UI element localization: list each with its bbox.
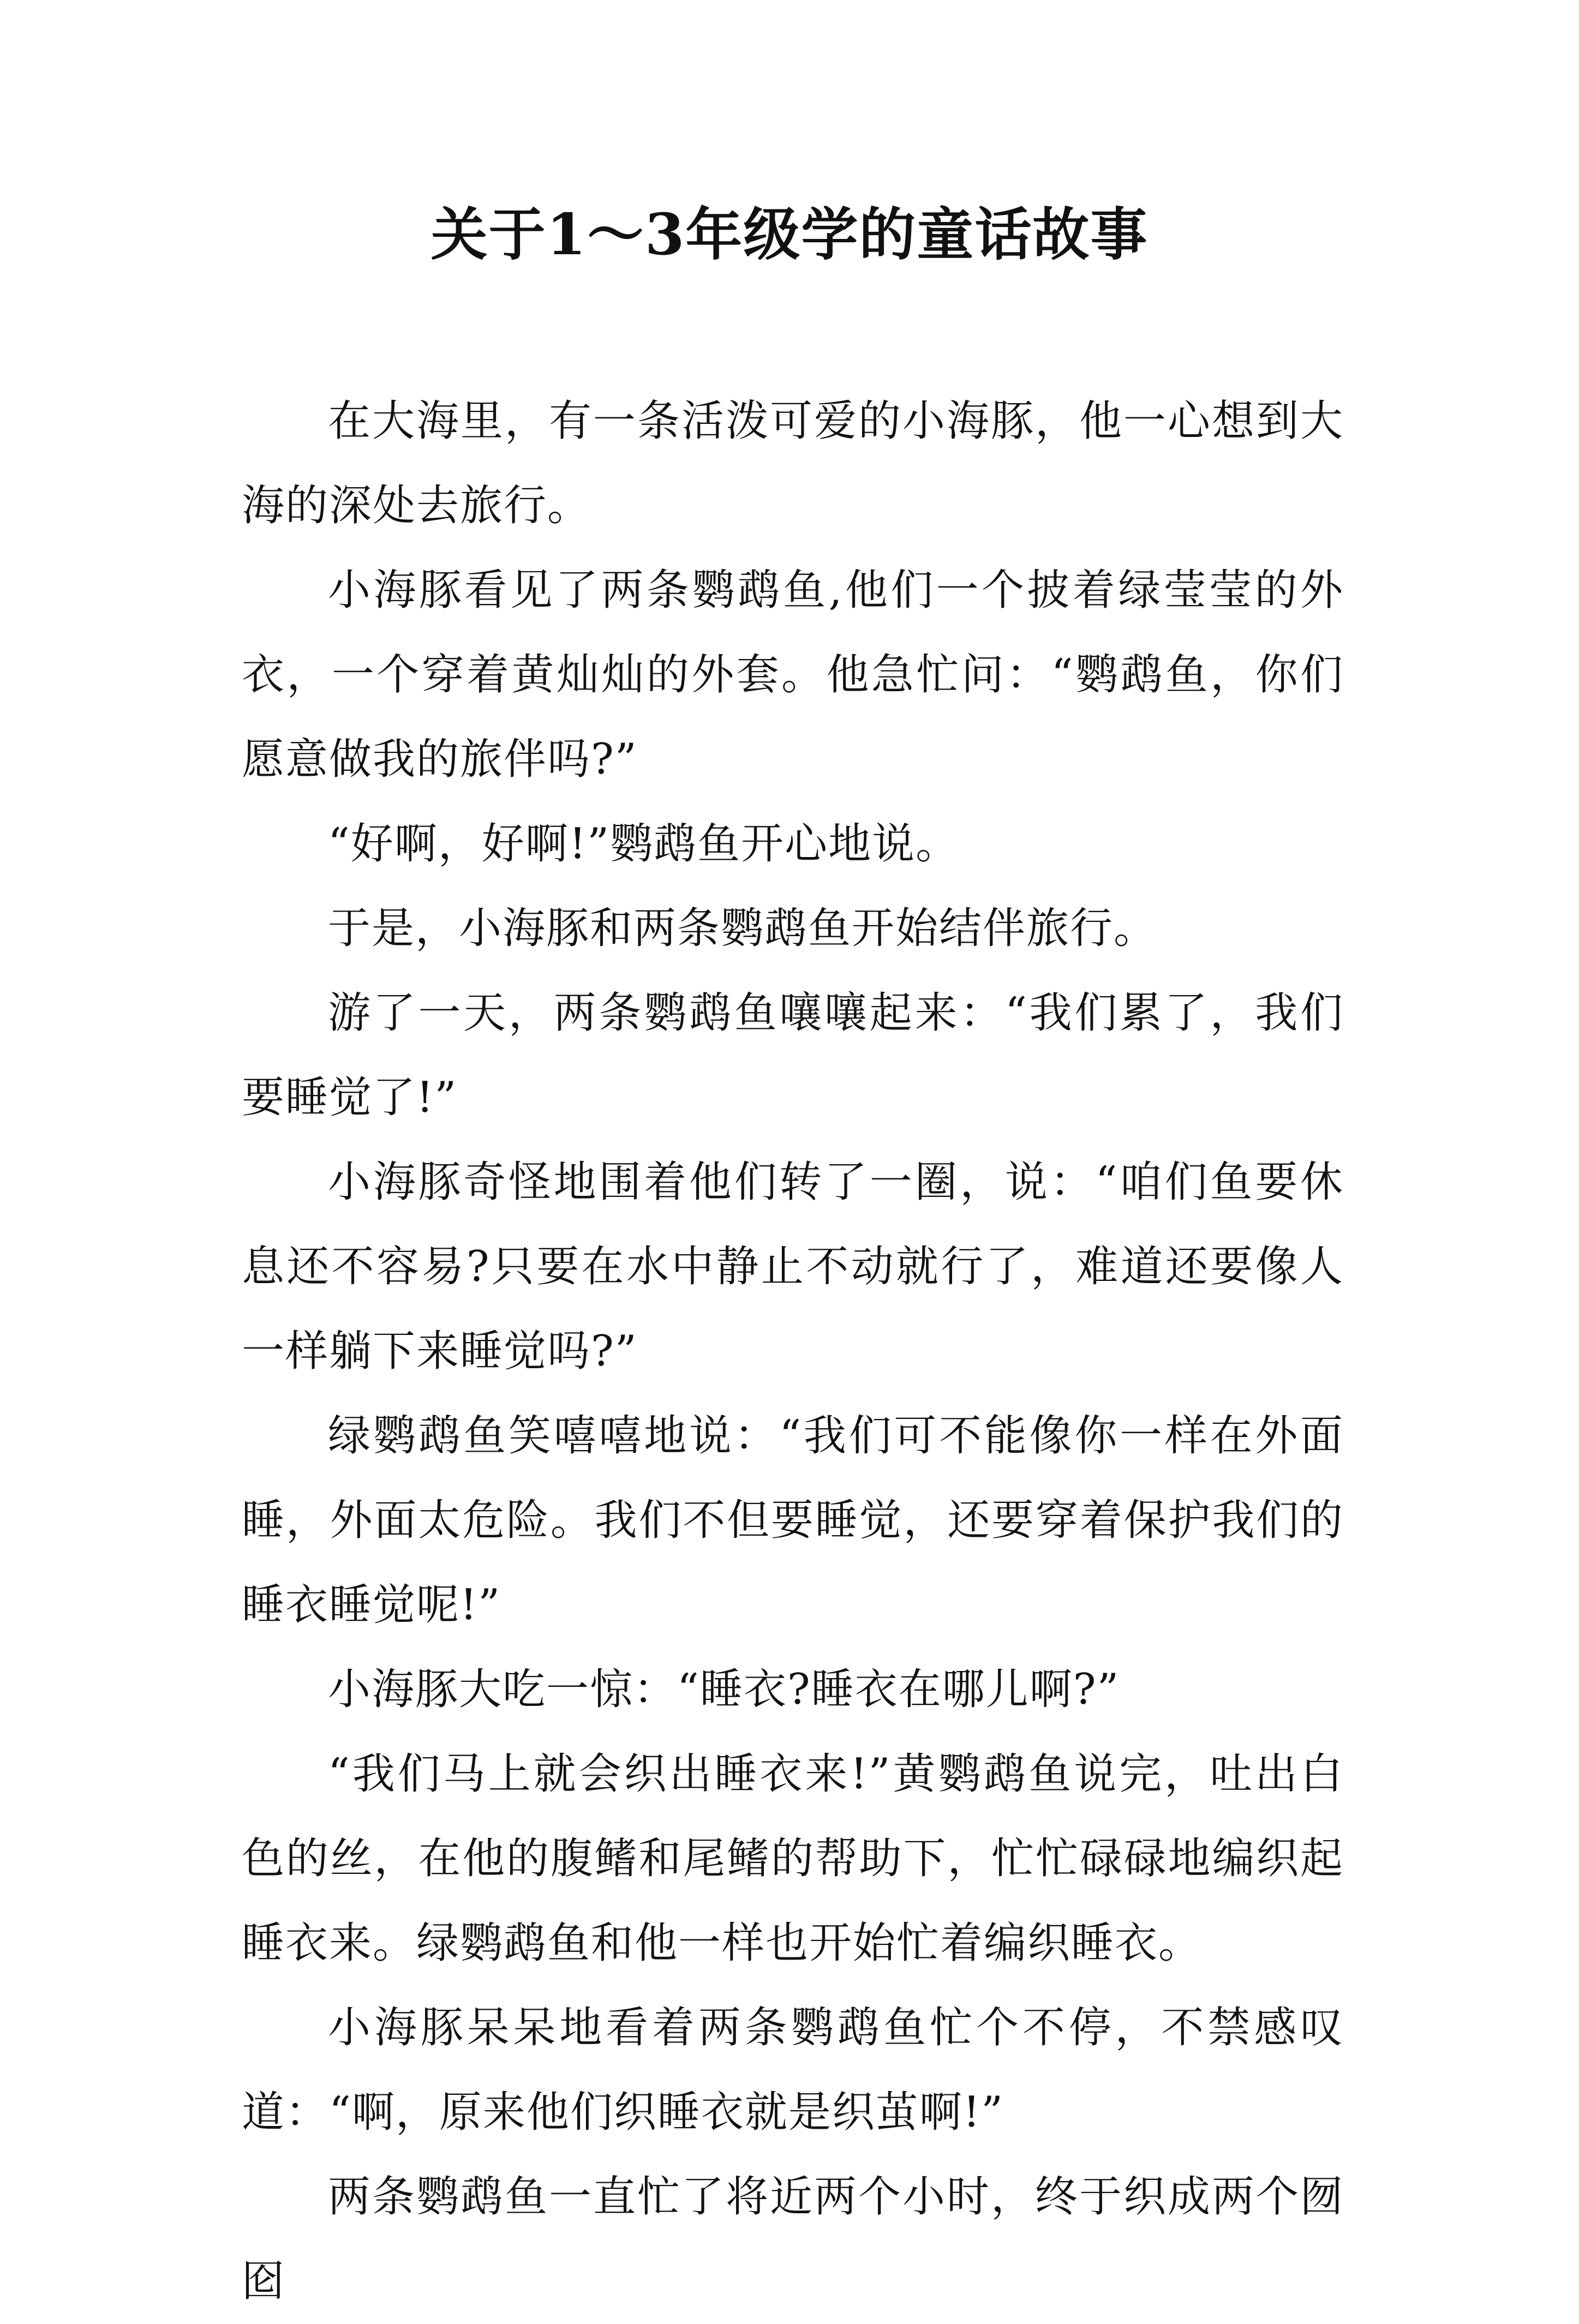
paragraph: 小海豚看见了两条鹦鹉鱼,他们一个披着绿莹莹的外衣，一个穿着黄灿灿的外套。他急忙问：“鹦鹉鱼，你们愿意做我的旅伴吗?”: [242, 566, 1344, 784]
paragraph: “好啊，好啊!”鹦鹉鱼开心地说。: [328, 819, 960, 868]
document-body: [242, 379, 1344, 2324]
paragraph: 小海豚奇怪地围着他们转了一圈，说：“咱们鱼要休息还不容易?只要在水中静止不动就行了，难道还要像人一样躺下来睡觉吗?”: [242, 1158, 1344, 1376]
paragraph: 两条鹦鹉鱼一直忙了将近两个小时，终于织成两个囫囵: [242, 2172, 1344, 2306]
paragraph: 小海豚呆呆地看着两条鹦鹉鱼忙个不停，不禁感叹道：“啊，原来他们织睡衣就是织茧啊!”: [242, 2003, 1344, 2137]
paragraph: “我们马上就会织出睡衣来!”黄鹦鹉鱼说完，吐出白色的丝，在他的腹鳍和尾鳍的帮助下，忙忙碌碌地编织起睡衣来。绿鹦鹉鱼和他一样也开始忙着编织睡衣。: [242, 1750, 1344, 1968]
paragraph: 游了一天，两条鹦鹉鱼嚷嚷起来：“我们累了，我们要睡觉了!”: [242, 989, 1344, 1122]
paragraph: 小海豚大吃一惊：“睡衣?睡衣在哪儿啊?”: [328, 1665, 1120, 1714]
paragraph: 在大海里，有一条活泼可爱的小海豚，他一心想到大海的深处去旅行。: [242, 397, 1344, 530]
paragraph: 绿鹦鹉鱼笑嘻嘻地说：“我们可不能像你一样在外面睡，外面太危险。我们不但要睡觉，还要穿着保护我们的睡衣睡觉呢!”: [242, 1411, 1344, 1630]
paragraph: 于是，小海豚和两条鹦鹉鱼开始结伴旅行。: [328, 904, 1158, 953]
page-title: 关于1～3年级学的童话故事: [430, 201, 1149, 268]
